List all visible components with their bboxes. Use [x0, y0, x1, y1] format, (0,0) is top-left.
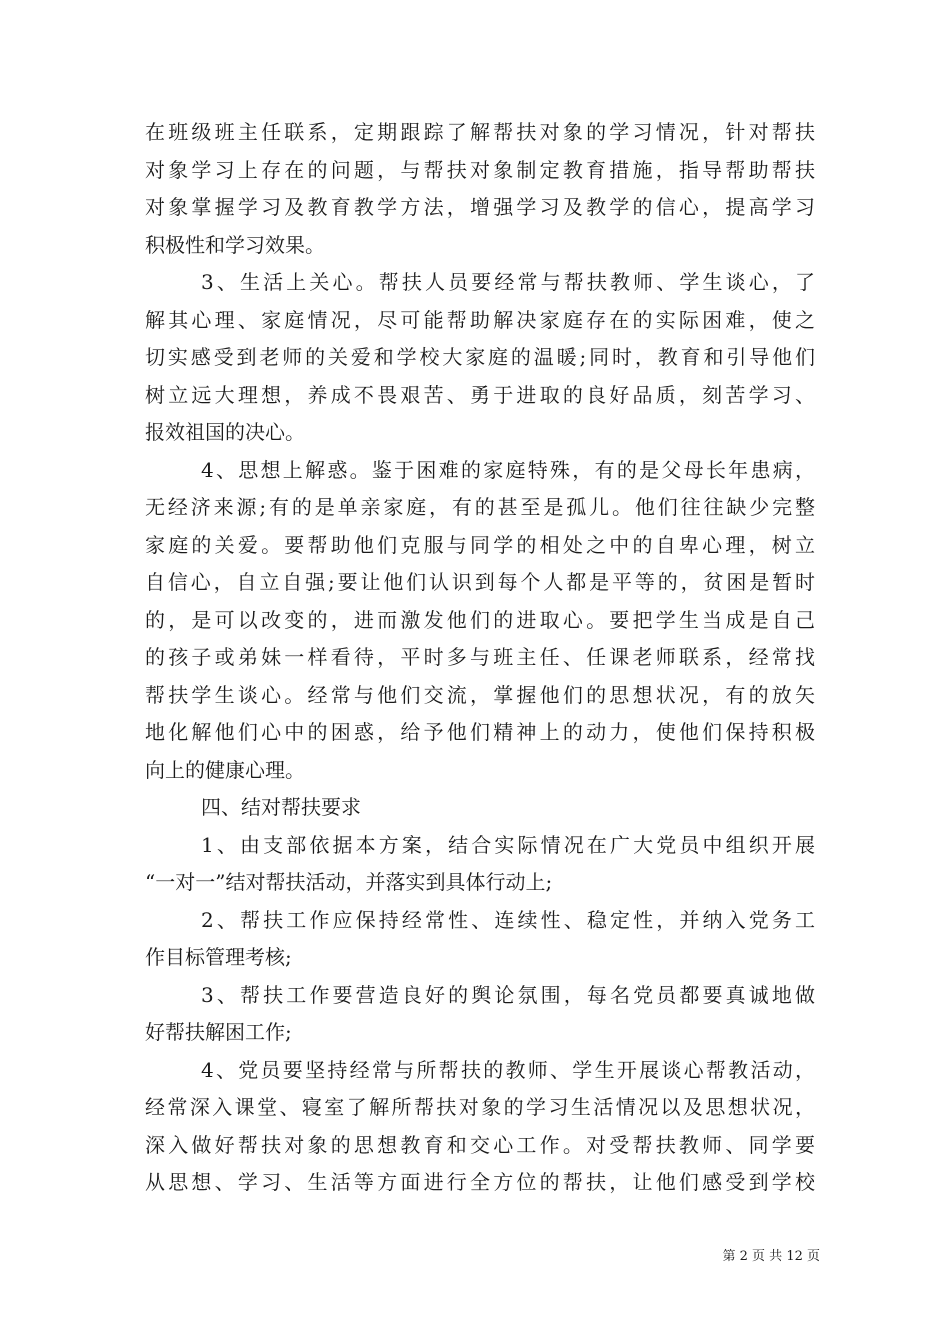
text-line: 2、帮扶工作应保持经常性、连续性、稳定性，并纳入党务工 — [201, 907, 815, 932]
text-line: 3、帮扶工作要营造良好的舆论氛围，每名党员都要真诚地做 — [201, 982, 815, 1007]
text-line: “一对一”结对帮扶活动，并落实到具体行动上; — [145, 870, 553, 894]
text-line: 的，是可以改变的，进而激发他们的进取心。要把学生当成是自己 — [145, 607, 815, 632]
text-line: 4、思想上解惑。鉴于困难的家庭特殊，有的是父母长年患病， — [201, 457, 815, 482]
text-line: 经常深入课堂、寝室了解所帮扶对象的学习生活情况以及思想状况， — [145, 1095, 815, 1119]
text-line: 积极性和学习效果。 — [145, 232, 325, 257]
text-line: 树立远大理想，养成不畏艰苦、勇于进取的良好品质，刻苦学习、 — [145, 382, 815, 407]
text-line: 家庭的关爱。要帮助他们克服与同学的相处之中的自卑心理，树立 — [145, 532, 815, 557]
text-line: 从思想、学习、生活等方面进行全方位的帮扶，让他们感受到学校 — [145, 1170, 815, 1194]
text-line: 解其心理、家庭情况，尽可能帮助解决家庭存在的实际困难，使之 — [145, 307, 815, 332]
text-line: 向上的健康心理。 — [145, 757, 305, 782]
text-line: 地化解他们心中的困惑，给予他们精神上的动力，使他们保持积极 — [145, 720, 815, 744]
text-line: 深入做好帮扶对象的思想教育和交心工作。对受帮扶教师、同学要 — [145, 1132, 815, 1157]
text-line: 1、由支部依据本方案，结合实际情况在广大党员中组织开展 — [201, 832, 815, 857]
text-line: 报效祖国的决心。 — [145, 420, 305, 444]
text-line: 自信心，自立自强;要让他们认识到每个人都是平等的，贫困是暂时 — [145, 570, 815, 594]
text-line: 作目标管理考核; — [145, 945, 292, 969]
text-line: 的孩子或弟妹一样看待，平时多与班主任、任课老师联系，经常找 — [145, 645, 815, 669]
page-number: 第 2 页 共 12 页 — [722, 1249, 820, 1264]
text-line: 好帮扶解困工作; — [145, 1020, 292, 1044]
text-line: 对象掌握学习及教育教学方法，增强学习及教学的信心，提高学习 — [145, 195, 815, 219]
text-line: 4、党员要坚持经常与所帮扶的教师、学生开展谈心帮教活动， — [201, 1057, 815, 1082]
text-line: 无经济来源;有的是单亲家庭，有的甚至是孤儿。他们往往缺少完整 — [145, 495, 815, 519]
text-line: 3、生活上关心。帮扶人员要经常与帮扶教师、学生谈心，了 — [201, 270, 815, 294]
text-line: 帮扶学生谈心。经常与他们交流，掌握他们的思想状况，有的放矢 — [145, 682, 815, 707]
text-line: 切实感受到老师的关爱和学校大家庭的温暖;同时，教育和引导他们 — [145, 345, 815, 369]
document-body — [145, 114, 815, 1202]
text-line: 对象学习上存在的问题，与帮扶对象制定教育措施，指导帮助帮扶 — [145, 157, 815, 182]
section-heading: 四、结对帮扶要求 — [201, 795, 361, 819]
text-line: 在班级班主任联系，定期跟踪了解帮扶对象的学习情况，针对帮扶 — [145, 120, 815, 144]
